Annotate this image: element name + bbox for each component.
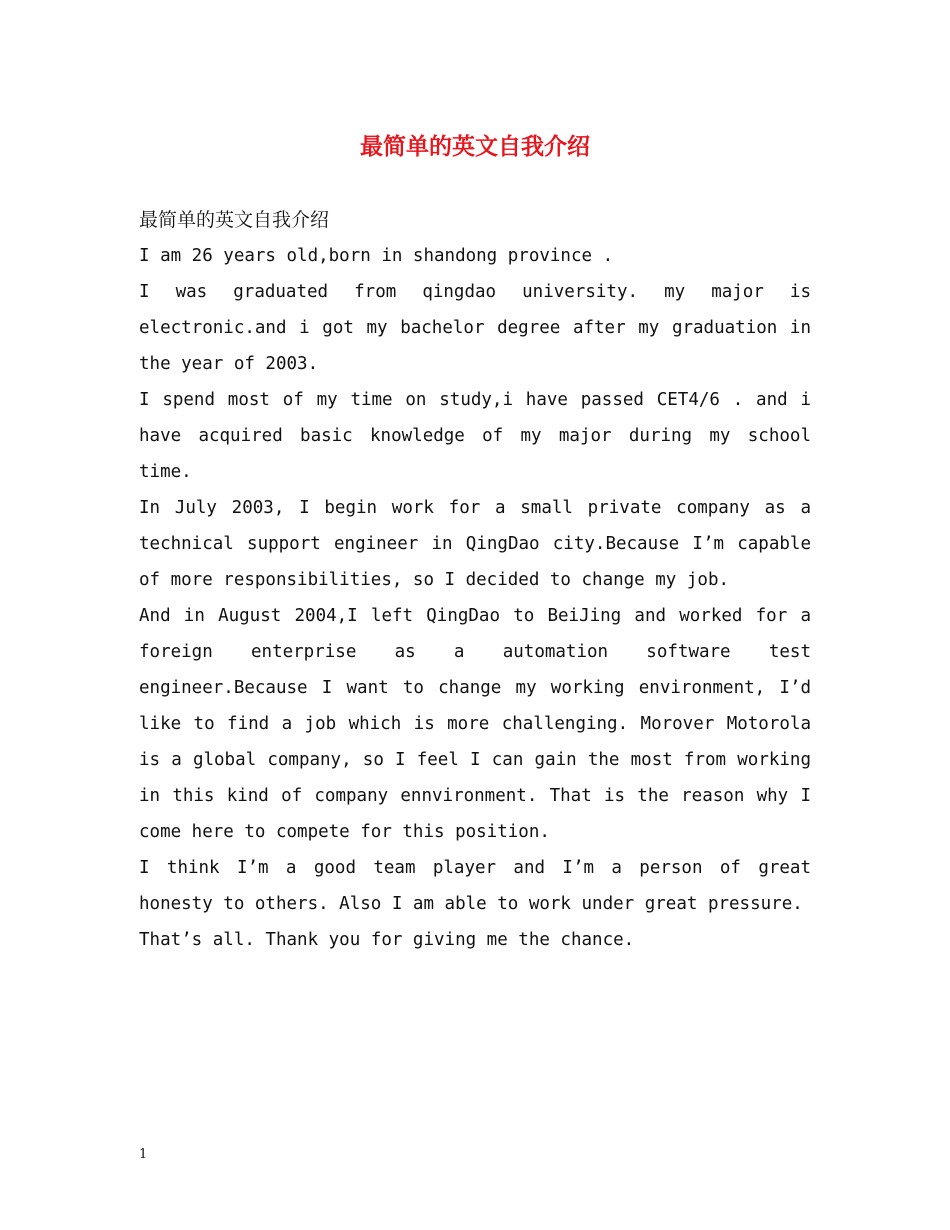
paragraph-closing: That’s all. Thank you for giving me the chance. xyxy=(139,930,635,950)
paragraph-age: I am 26 years old,born in shandong province . xyxy=(139,246,614,266)
document-title: 最简单的英文自我介绍 xyxy=(360,133,590,160)
body-heading: 最简单的英文自我介绍 xyxy=(139,209,330,231)
paragraph-study: I spend most of my time on study,i have passed CET4/6 . and i have acquired basic knowledge of my major during my school time. xyxy=(139,390,811,482)
paragraph-second-job: And in August 2004,I left QingDao to BeiJing and worked for a foreign enterprise as a automation software test engineer.Because I want to change my working environment, I’d like to find a job which is more challenging. Morover Motorola is a global company, so I feel I can gain the most from working in this kind of company ennvironment. That is the reason why I come here to compete for this position. xyxy=(139,606,811,842)
page-number: 1 xyxy=(139,1147,148,1162)
paragraph-personality: I think I’m a good team player and I’m a person of great honesty to others. Also I am able to work under great pressure. xyxy=(139,858,811,914)
paragraph-first-job: In July 2003, I begin work for a small private company as a technical support engineer in QingDao city.Because I’m capable of more responsibilities, so I decided to change my job. xyxy=(139,498,811,590)
paragraph-education: I was graduated from qingdao university. my major is electronic.and i got my bachelor degree after my graduation in the year of 2003. xyxy=(139,282,811,374)
document-body xyxy=(139,202,811,958)
